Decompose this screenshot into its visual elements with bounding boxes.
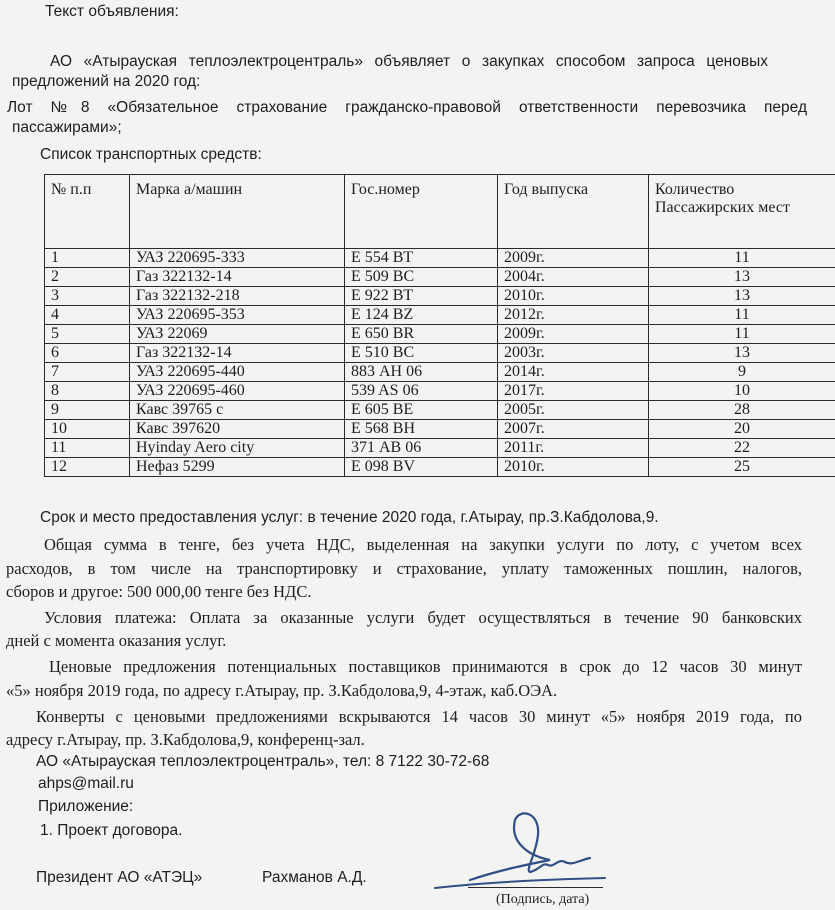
- row-model: УАЗ 220695-460: [130, 382, 345, 401]
- amount-line-1: Общая сумма в тенге, без учета НДС, выделенная на закупки услуги по лоту, с учетом всех: [44, 535, 802, 555]
- vehicle-table: [44, 174, 835, 477]
- table-row: [45, 344, 835, 363]
- row-year: 2004г.: [498, 268, 649, 287]
- row-seats: 28: [649, 401, 835, 420]
- row-number: 8: [45, 382, 130, 401]
- intro-line-2: предложений на 2020 год:: [12, 72, 200, 92]
- row-year: 2009г.: [498, 325, 649, 344]
- row-number: 9: [45, 401, 130, 420]
- row-model: УАЗ 22069: [130, 325, 345, 344]
- vehicle-list-title: Список транспортных средств:: [40, 145, 262, 165]
- table-row: [45, 325, 835, 344]
- row-seats: 13: [649, 287, 835, 306]
- row-year: 2014г.: [498, 363, 649, 382]
- row-year: 2009г.: [498, 249, 649, 268]
- table-row: [45, 382, 835, 401]
- table-row: [45, 268, 835, 287]
- attachment-item: 1. Проект договора.: [40, 821, 182, 841]
- row-model: Hyinday Aero city: [130, 439, 345, 458]
- deadline-line-2: «5» ноября 2019 года, по адресу г.Атырау, пр. З.Кабдолова,9, 4-этаж, каб.ОЭА.: [6, 681, 557, 701]
- signature-line: [468, 887, 603, 888]
- signature-caption: (Подпись, дата): [496, 890, 589, 910]
- row-number: 4: [45, 306, 130, 325]
- column-header-seats: Количество Пассажирских мест: [649, 175, 835, 249]
- table-row: [45, 401, 835, 420]
- row-plate: Е 554 ВТ: [345, 249, 498, 268]
- row-seats: 22: [649, 439, 835, 458]
- table-row: [45, 249, 835, 268]
- attachments-title: Приложение:: [38, 797, 133, 817]
- contact-phone: АО «Атырауская теплоэлектроцентраль», тел: 8 7122 30-72-68: [36, 752, 489, 772]
- table-row: [45, 420, 835, 439]
- row-model: Газ 322132-14: [130, 268, 345, 287]
- row-year: 2005г.: [498, 401, 649, 420]
- row-model: Газ 322132-14: [130, 344, 345, 363]
- table-row: [45, 306, 835, 325]
- row-seats: 25: [649, 458, 835, 477]
- row-plate: Е 510 ВС: [345, 344, 498, 363]
- column-header-model: Марка а/машин: [130, 175, 345, 249]
- row-number: 7: [45, 363, 130, 382]
- row-year: 2003г.: [498, 344, 649, 363]
- vehicle-table-header-row: [45, 175, 835, 249]
- row-model: УАЗ 220695-353: [130, 306, 345, 325]
- row-model: УАЗ 220695-440: [130, 363, 345, 382]
- row-plate: 883 АН 06: [345, 363, 498, 382]
- row-number: 11: [45, 439, 130, 458]
- row-model: Нефаз 5299: [130, 458, 345, 477]
- row-number: 2: [45, 268, 130, 287]
- service-place-text: Срок и место предоставления услуг: в течение 2020 года, г.Атырау, пр.З.Кабдолова,9.: [40, 508, 659, 528]
- intro-line-1: АО «Атырауская теплоэлектроцентраль» объявляет о закупках способом запроса ценовых: [50, 52, 768, 72]
- row-plate: Е 124 ВZ: [345, 306, 498, 325]
- row-year: 2007г.: [498, 420, 649, 439]
- lot-line-2: пассажирами»;: [12, 118, 122, 138]
- row-seats: 20: [649, 420, 835, 439]
- deadline-line-1: Ценовые предложения потенциальных поставщиков принимаются в срок до 12 часов 30 минут: [49, 657, 802, 677]
- row-number: 10: [45, 420, 130, 439]
- column-header-number: № п.п: [45, 175, 130, 249]
- payment-line-2: дней с момента оказания услуг.: [6, 631, 226, 651]
- row-year: 2011г.: [498, 439, 649, 458]
- announcement-heading: Текст объявления:: [45, 2, 179, 22]
- table-row: [45, 439, 835, 458]
- row-year: 2012г.: [498, 306, 649, 325]
- table-row: [45, 363, 835, 382]
- president-position: Президент АО «АТЭЦ»: [36, 868, 202, 888]
- handwritten-signature: [430, 810, 610, 895]
- row-model: УАЗ 220695-333: [130, 249, 345, 268]
- row-plate: Е 605 ВЕ: [345, 401, 498, 420]
- row-number: 1: [45, 249, 130, 268]
- row-plate: 371 АВ 06: [345, 439, 498, 458]
- row-seats: 9: [649, 363, 835, 382]
- row-model: Кавс 39765 с: [130, 401, 345, 420]
- row-year: 2017г.: [498, 382, 649, 401]
- row-seats: 13: [649, 268, 835, 287]
- row-number: 3: [45, 287, 130, 306]
- table-row: [45, 458, 835, 477]
- column-header-year: Год выпуска: [498, 175, 649, 249]
- column-header-plate: Гос.номер: [345, 175, 498, 249]
- row-seats: 11: [649, 325, 835, 344]
- row-seats: 11: [649, 249, 835, 268]
- row-seats: 10: [649, 382, 835, 401]
- row-model: Кавс 397620: [130, 420, 345, 439]
- row-plate: 539 AS 06: [345, 382, 498, 401]
- row-plate: Е 568 ВН: [345, 420, 498, 439]
- row-year: 2010г.: [498, 287, 649, 306]
- row-number: 6: [45, 344, 130, 363]
- row-plate: Е 509 ВС: [345, 268, 498, 287]
- row-seats: 11: [649, 306, 835, 325]
- row-plate: Е 922 ВТ: [345, 287, 498, 306]
- president-name: Рахманов А.Д.: [262, 868, 367, 888]
- contact-email: ahps@mail.ru: [38, 774, 134, 794]
- row-year: 2010г.: [498, 458, 649, 477]
- row-number: 5: [45, 325, 130, 344]
- opening-line-1: Конверты с ценовыми предложениями вскрываются 14 часов 30 минут «5» ноября 2019 года, по: [36, 707, 802, 727]
- row-plate: Е 098 BV: [345, 458, 498, 477]
- table-row: [45, 287, 835, 306]
- row-plate: Е 650 ВR: [345, 325, 498, 344]
- payment-line-1: Условия платежа: Оплата за оказанные услуги будет осуществляться в течение 90 банковских: [44, 608, 802, 628]
- row-seats: 13: [649, 344, 835, 363]
- lot-line-1: Лот №8 «Обязательное страхование гражданско-правовой ответственности перевозчика перед: [7, 98, 807, 118]
- opening-line-2: адресу г.Атырау, пр. З.Кабдолова,9, конференц-зал.: [6, 730, 365, 750]
- row-number: 12: [45, 458, 130, 477]
- row-model: Газ 322132-218: [130, 287, 345, 306]
- amount-line-2: расходов, в том числе на транспортировку и страхование, уплату таможенных пошлин, налогов,: [6, 559, 802, 579]
- amount-line-3: сборов и другое: 500 000,00 тенге без НДС.: [6, 582, 311, 602]
